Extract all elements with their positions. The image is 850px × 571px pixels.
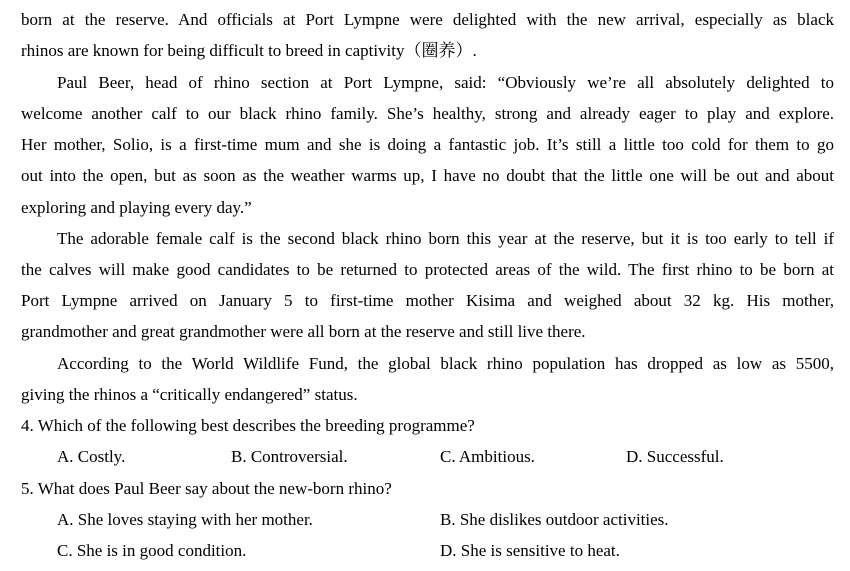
question-stem: 5. What does Paul Beer say about the new-born rhino? xyxy=(21,479,392,498)
passage-line: Her mother, Solio, is a first-time mum and she is doing a fantastic job. It’s still a little too cold for them to go xyxy=(21,135,834,154)
question-stem: 4. Which of the following best describes the breeding programme? xyxy=(21,416,475,435)
passage-line: giving the rhinos a “critically endangered” status. xyxy=(21,385,358,404)
passage-line: out into the open, but as soon as the weather warms up, I have no doubt that the little one will be out and about xyxy=(21,166,834,185)
passage-line: welcome another calf to our black rhino family. She’s healthy, strong and already eager to play and explore. xyxy=(21,104,834,123)
passage-line: The adorable female calf is the second black rhino born this year at the reserve, but it is too early to tell if xyxy=(57,229,834,248)
answer-option-a: A. She loves staying with her mother. xyxy=(57,510,313,529)
answer-option-a: A. Costly. xyxy=(57,447,126,466)
passage-line: According to the World Wildlife Fund, the global black rhino population has dropped as low as 5500, xyxy=(57,354,834,373)
answer-option-b: B. Controversial. xyxy=(231,447,348,466)
answer-option-d: D. She is sensitive to heat. xyxy=(440,541,620,560)
passage-line: the calves will make good candidates to be returned to protected areas of the wild. The first rhino to be born at xyxy=(21,260,834,279)
passage-line: Port Lympne arrived on January 5 to first-time mother Kisima and weighed about 32 kg. His mother, xyxy=(21,291,834,310)
passage-line: rhinos are known for being difficult to breed in captivity（圈养）. xyxy=(21,41,477,60)
answer-option-c: C. Ambitious. xyxy=(440,447,535,466)
passage-line: born at the reserve. And officials at Port Lympne were delighted with the new arrival, especially as black xyxy=(21,10,834,29)
passage-line: exploring and playing every day.” xyxy=(21,198,252,217)
answer-option-c: C. She is in good condition. xyxy=(57,541,247,560)
answer-option-d: D. Successful. xyxy=(626,447,724,466)
answer-option-b: B. She dislikes outdoor activities. xyxy=(440,510,669,529)
passage-line: Paul Beer, head of rhino section at Port Lympne, said: “Obviously we’re all absolutely delighted to xyxy=(57,73,834,92)
passage-line: grandmother and great grandmother were all born at the reserve and still live there. xyxy=(21,322,586,341)
